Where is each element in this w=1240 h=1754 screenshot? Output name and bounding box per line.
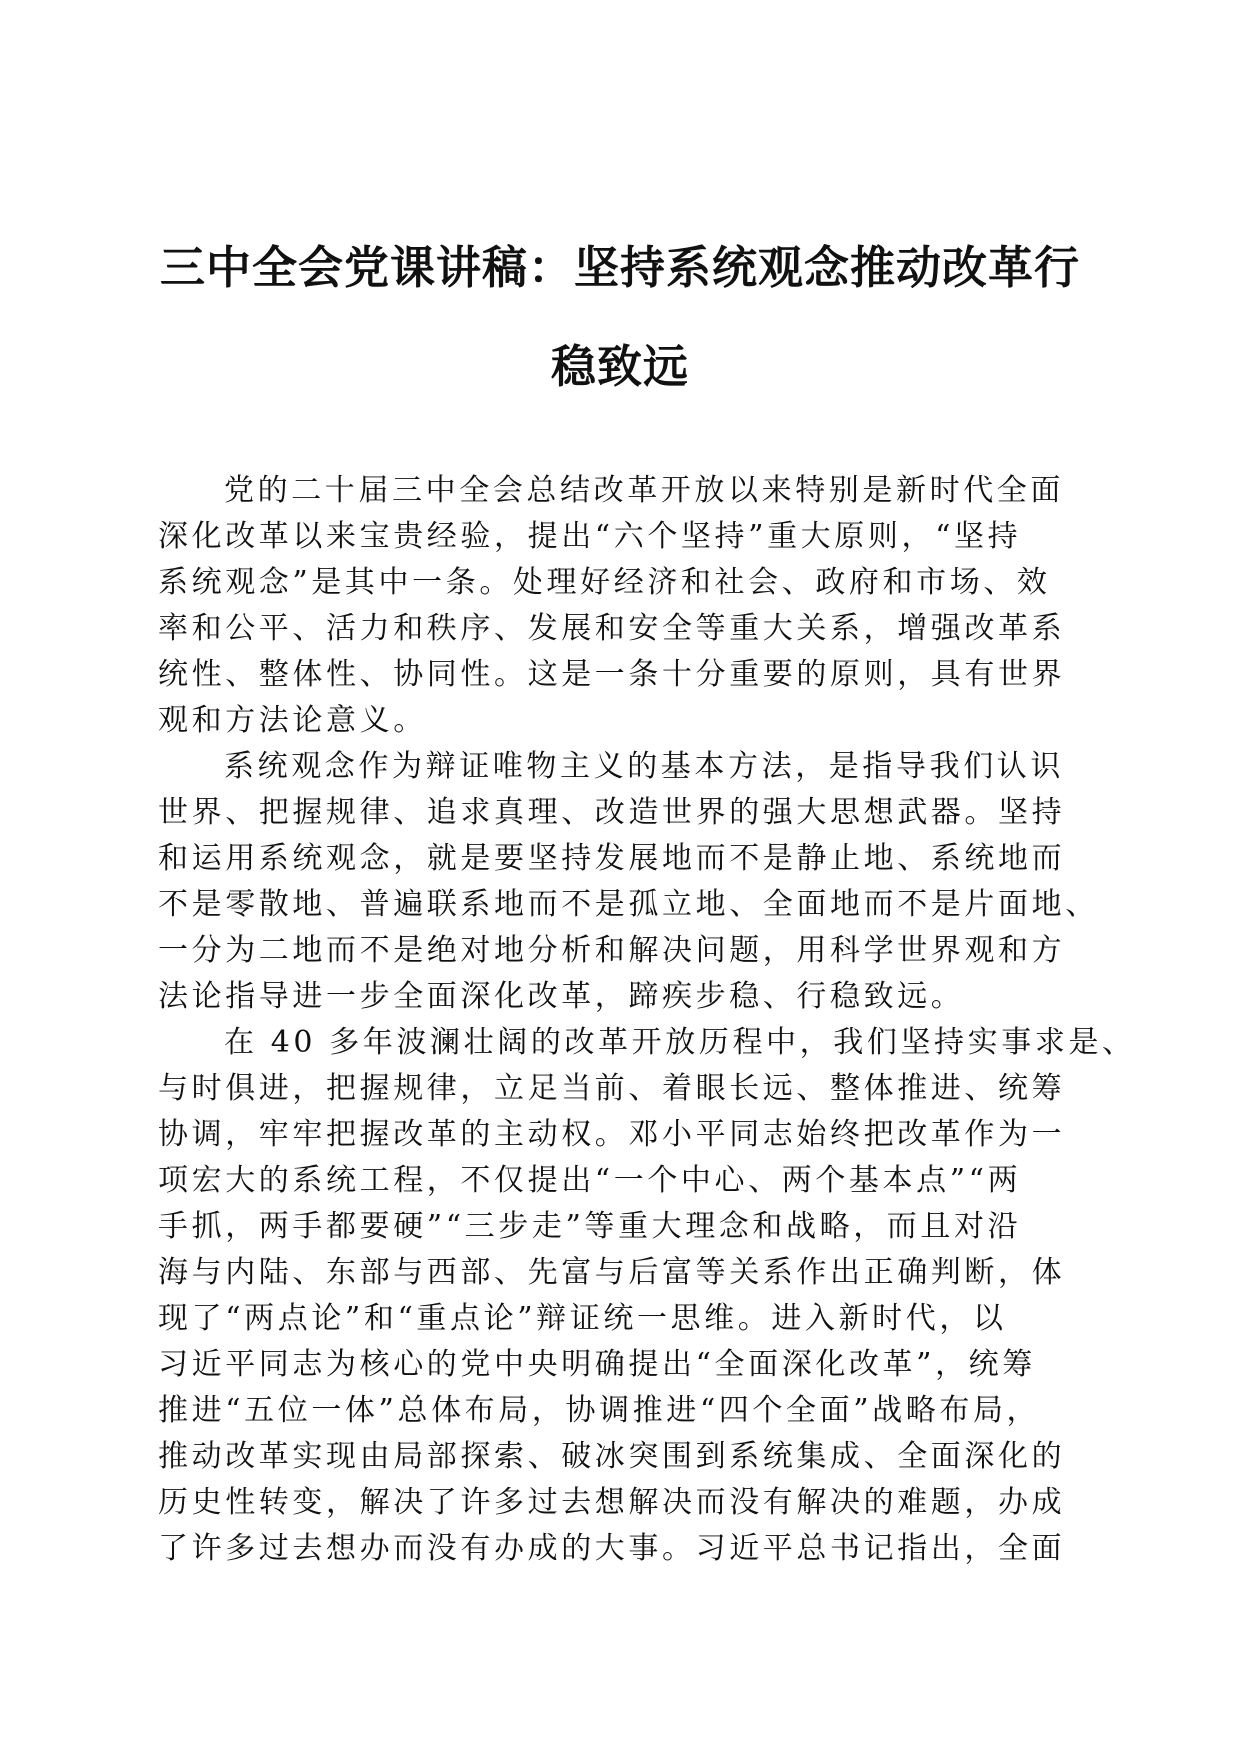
- paragraph-line: 系统观念作为辩证唯物主义的基本方法，是指导我们认识: [224, 749, 1064, 784]
- paragraph-line: 现了“两点论”和“重点论”辩证统一思维。进入新时代，以: [158, 1301, 1007, 1336]
- paragraph-line: 统性、整体性、协同性。这是一条十分重要的原则，具有世界: [158, 657, 1066, 692]
- paragraph-line: 推进“五位一体”总体布局，协调推进“四个全面”战略布局，: [158, 1393, 1041, 1428]
- paragraph-line: 在 40 多年波澜壮阔的改革开放历程中，我们坚持实事求是、: [224, 1025, 1136, 1060]
- paragraph-line: 习近平同志为核心的党中央明确提出“全面深化改革”，统筹: [158, 1347, 1036, 1382]
- paragraph-line: 系统观念”是其中一条。处理好经济和社会、政府和市场、效: [158, 565, 1051, 600]
- paragraph-line: 世界、把握规律、追求真理、改造世界的强大思想武器。坚持: [158, 795, 1066, 830]
- document-title: [150, 218, 1090, 416]
- paragraph-line: 和运用系统观念，就是要坚持发展地而不是静止地、系统地而: [158, 841, 1066, 876]
- paragraph-line: 协调，牢牢把握改革的主动权。邓小平同志始终把改革作为一: [158, 1117, 1066, 1152]
- paragraph-line: 海与内陆、东部与西部、先富与后富等关系作出正确判断，体: [158, 1255, 1066, 1290]
- paragraph-line: 了许多过去想办而没有办成的大事。习近平总书记指出，全面: [158, 1531, 1066, 1566]
- paragraph-line: 观和方法论意义。: [158, 703, 427, 738]
- title-line: 稳致远: [550, 340, 689, 393]
- paragraph-line: 历史性转变，解决了许多过去想解决而没有解决的难题，办成: [158, 1485, 1066, 1520]
- paragraph: [158, 468, 1094, 744]
- paragraph-line: 不是零散地、普遍联系地而不是孤立地、全面地而不是片面地、: [158, 887, 1099, 922]
- paragraph: [158, 744, 1099, 1020]
- paragraph: [158, 1020, 1136, 1572]
- paragraph-line: 推动改革实现由局部探索、破冰突围到系统集成、全面深化的: [158, 1439, 1066, 1474]
- paragraph-line: 深化改革以来宝贵经验，提出“六个坚持”重大原则，“坚持: [158, 519, 1022, 554]
- paragraph-line: 法论指导进一步全面深化改革，蹄疾步稳、行稳致远。: [158, 979, 965, 1014]
- paragraph-line: 项宏大的系统工程，不仅提出“一个中心、两个基本点”“两: [158, 1163, 1022, 1198]
- paragraph-line: 一分为二地而不是绝对地分析和解决问题，用科学世界观和方: [158, 933, 1066, 968]
- paragraph-line: 率和公平、活力和秩序、发展和安全等重大关系，增强改革系: [158, 611, 1066, 646]
- document-body: [158, 468, 1136, 1572]
- paragraph-line: 党的二十届三中全会总结改革开放以来特别是新时代全面: [224, 473, 1064, 508]
- title-line: 三中全会党课讲稿：坚持系统观念推动改革行: [159, 241, 1080, 294]
- paragraph-line: 手抓，两手都要硬”“三步走”等重大理念和战略，而且对沿: [158, 1209, 1022, 1244]
- paragraph-line: 与时俱进，把握规律，立足当前、着眼长远、整体推进、统筹: [158, 1071, 1066, 1106]
